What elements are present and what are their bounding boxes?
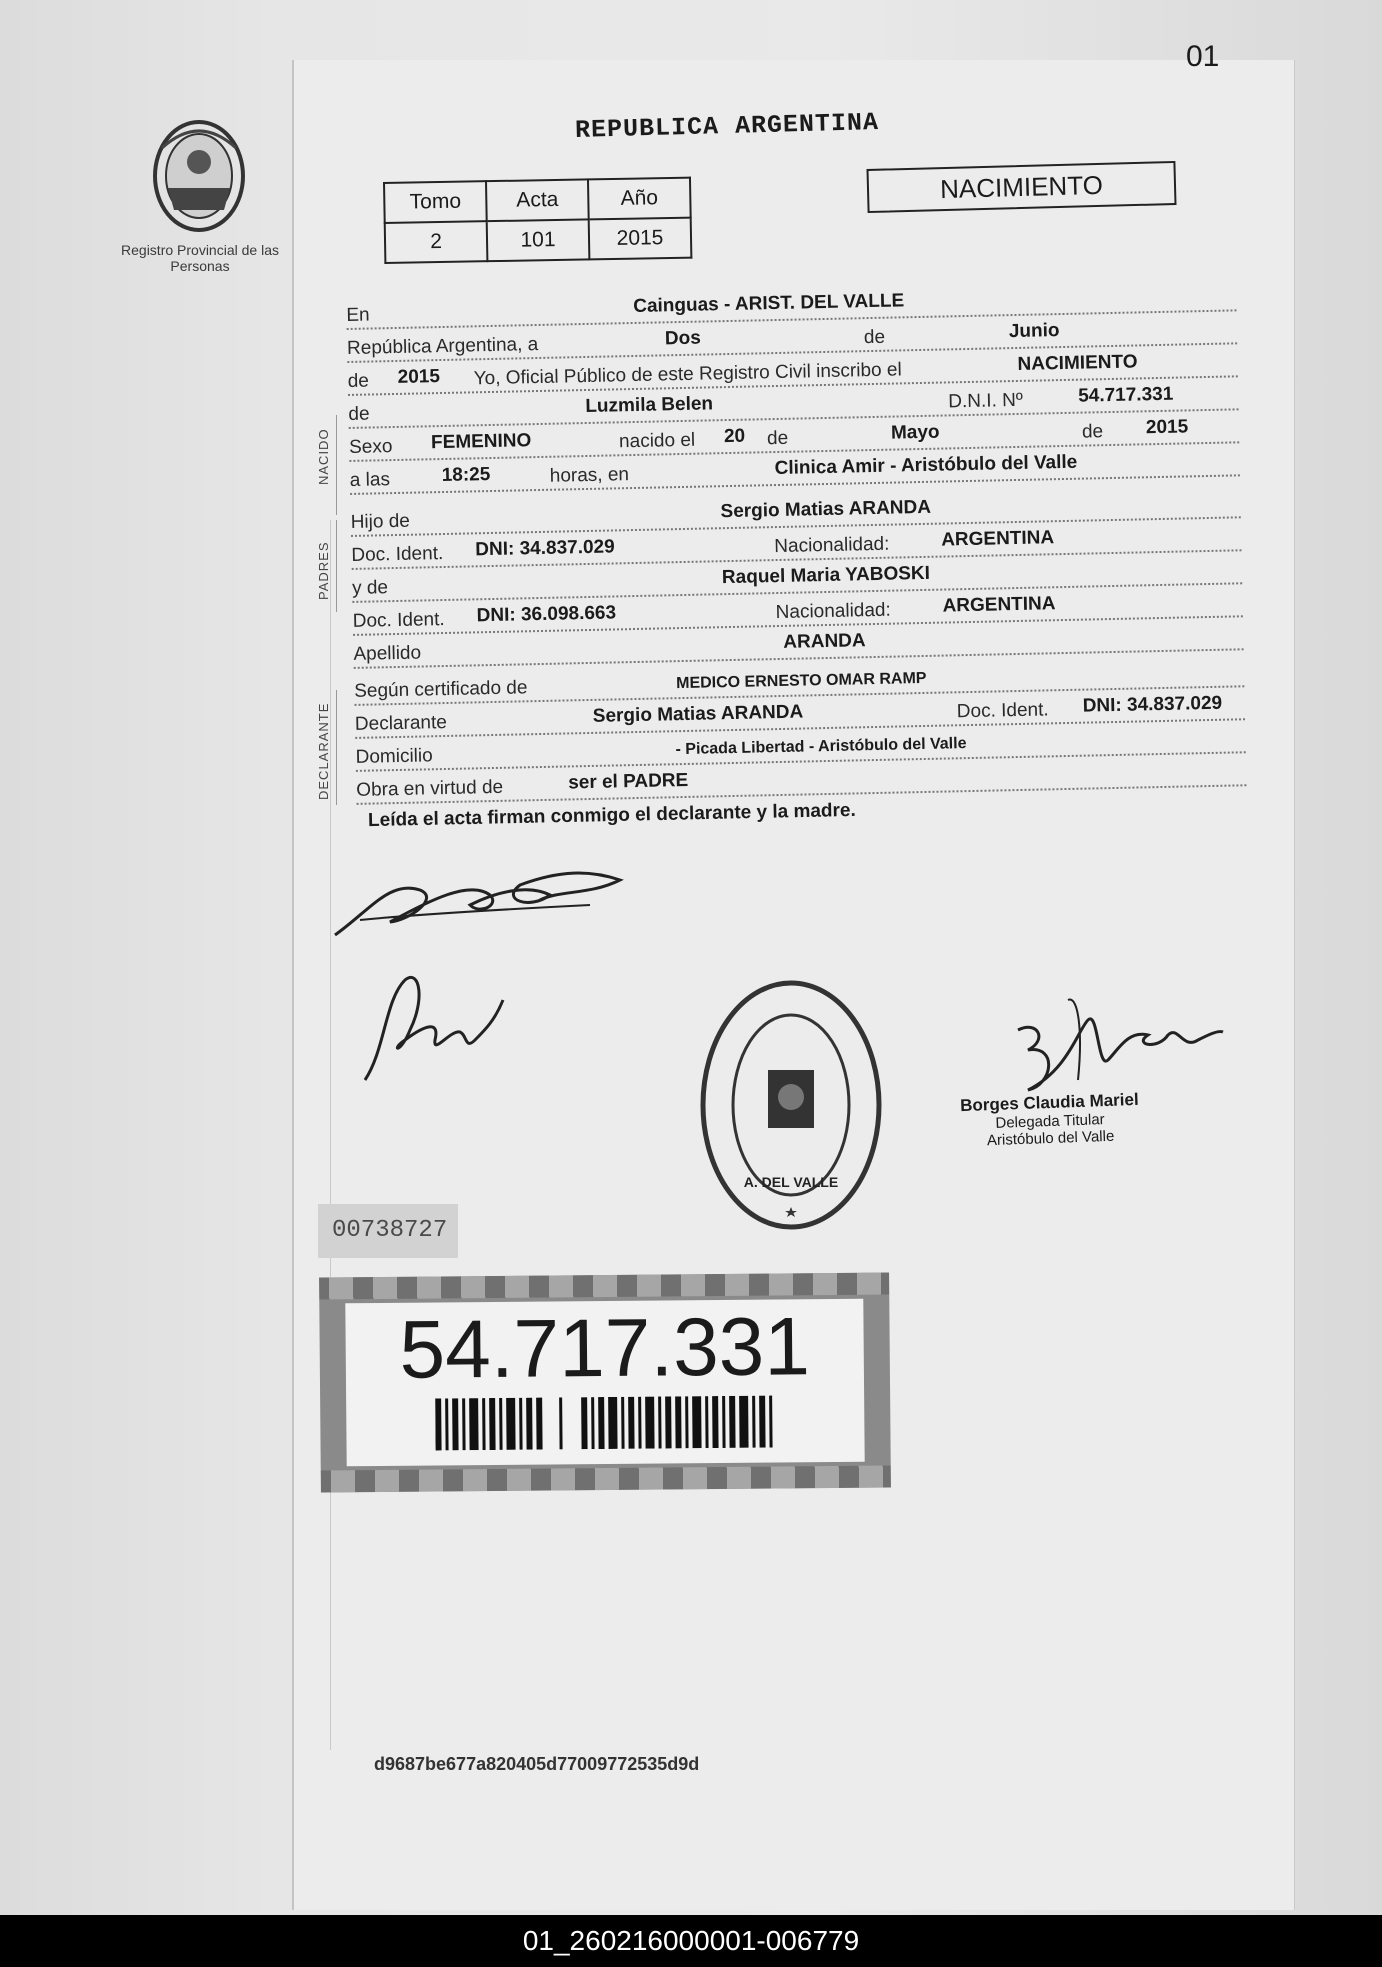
value-hora: 18:25 <box>441 464 491 487</box>
value-obra: ser el PADRE <box>567 769 689 794</box>
official-place: Aristóbulo del Valle <box>986 1127 1115 1150</box>
label-apellido: Apellido <box>353 642 422 665</box>
tomo-value: 2 <box>385 221 488 263</box>
label-nacionalidad: Nacionalidad: <box>774 533 890 558</box>
sticker-dni-number: 54.717.331 <box>399 1301 811 1396</box>
label-de-mes: de <box>766 427 789 450</box>
section-label-nacido: NACIDO <box>316 428 331 485</box>
declarant-signature <box>330 850 630 940</box>
act-type-box: NACIMIENTO <box>866 161 1176 213</box>
label-horas-en: horas, en <box>549 464 630 487</box>
value-madre: Raquel Maria YABOSKI <box>721 562 931 589</box>
value-anio-acta: 2015 <box>397 366 441 388</box>
page-number: 01 <box>1186 40 1220 73</box>
anio-value: 2015 <box>589 218 692 260</box>
value-domicilio: - Picada Libertad - Aristóbulo del Valle <box>675 735 967 759</box>
value-padre-nac: ARGENTINA <box>940 527 1055 551</box>
mother-signature <box>355 960 525 1090</box>
label-yo: Yo, Oficial Público de este Registro Civil inscribo el <box>473 359 902 390</box>
label-nacionalidad: Nacionalidad: <box>775 599 892 624</box>
section-label-padres: PADRES <box>316 541 331 600</box>
value-padre: Sergio Matias ARANDA <box>720 496 932 523</box>
label-doc-ident: Doc. Ident. <box>352 609 445 632</box>
section-label-declarante: DECLARANTE <box>316 702 331 800</box>
label-dni: D.N.I. Nº <box>948 389 1024 413</box>
svg-text:A. DEL VALLE: A. DEL VALLE <box>743 1174 839 1190</box>
label-a-las: a las <box>349 469 391 491</box>
value-mes-nac: Mayo <box>890 421 940 444</box>
registry-table <box>383 177 692 264</box>
value-madre-dni: DNI: 36.098.663 <box>476 602 617 627</box>
official-name: Borges Claudia Mariel <box>959 1089 1139 1116</box>
sticker-label <box>345 1299 864 1467</box>
value-nombre: Luzmila Belen <box>585 393 714 418</box>
label-de-anio: de <box>1081 421 1104 443</box>
label-hijo-de: Hijo de <box>350 510 411 533</box>
col-acta: Acta <box>486 179 589 221</box>
value-apellido: ARANDA <box>783 630 866 653</box>
label-segun: Según certificado de <box>354 677 528 702</box>
value-madre-nac: ARGENTINA <box>942 593 1056 617</box>
section-divider <box>336 690 337 805</box>
value-dni: 54.717.331 <box>1077 383 1174 407</box>
registry-stamp <box>696 975 886 1235</box>
value-mes-acta: Junio <box>1008 320 1060 343</box>
label-domicilio: Domicilio <box>355 745 433 768</box>
label-nacido-el: nacido el <box>618 429 696 453</box>
value-declarante-dni: DNI: 34.837.029 <box>1082 692 1223 717</box>
official-signature <box>1008 990 1228 1100</box>
label-de-name: de <box>348 403 370 425</box>
label-de-month: de <box>863 326 886 349</box>
sticker-border-top <box>319 1273 889 1300</box>
provincia-seal-logo <box>148 118 250 238</box>
section-divider <box>336 520 337 612</box>
value-sexo: FEMENINO <box>430 430 532 454</box>
label-declarante: Declarante <box>354 711 448 735</box>
value-dia-nac: 20 <box>723 425 746 448</box>
section-divider <box>336 415 337 515</box>
label-sexo: Sexo <box>348 436 393 458</box>
acta-value: 101 <box>487 219 590 261</box>
label-doc-ident2: Doc. Ident. <box>956 699 1049 723</box>
label-doc-ident: Doc. Ident. <box>351 543 444 566</box>
scan-filename-footer: 01_260216000001-006779 <box>0 1915 1382 1967</box>
certificate-fields <box>346 279 1246 806</box>
value-declarante: Sergio Matias ARANDA <box>592 701 804 727</box>
registry-label: Registro Provincial de las Personas <box>121 242 279 274</box>
label-republica: República Argentina, a <box>346 333 539 359</box>
document-title: REPUBLICA ARGENTINA <box>574 108 880 145</box>
value-anio-nac: 2015 <box>1145 416 1189 439</box>
value-lugar-nac: Clinica Amir - Aristóbulo del Valle <box>774 451 1078 480</box>
label-en: En <box>346 304 370 326</box>
barcode-icon <box>435 1396 775 1451</box>
value-tipo: NACIMIENTO <box>1017 351 1138 375</box>
closing-statement: Leída el acta firman conmigo el declarante y la madre. <box>367 799 857 832</box>
official-title: Delegada Titular <box>995 1111 1105 1132</box>
col-anio: Año <box>588 178 691 220</box>
label-de-year: de <box>347 370 370 392</box>
dni-barcode-sticker <box>319 1273 891 1493</box>
col-tomo: Tomo <box>384 181 487 223</box>
value-certificado: MEDICO ERNESTO OMAR RAMP <box>675 669 927 693</box>
value-padre-dni: DNI: 34.837.029 <box>475 536 615 561</box>
document-hash: d9687be677a820405d77009772535d9d <box>374 1754 700 1774</box>
label-y-de: y de <box>351 577 389 599</box>
label-obra: Obra en virtud de <box>356 776 504 801</box>
value-lugar: Cainguas - ARIST. DEL VALLE <box>633 290 905 317</box>
value-dia-letra: Dos <box>664 327 702 350</box>
official-block <box>919 1088 1181 1151</box>
serial-number: 00738727 <box>318 1204 458 1258</box>
